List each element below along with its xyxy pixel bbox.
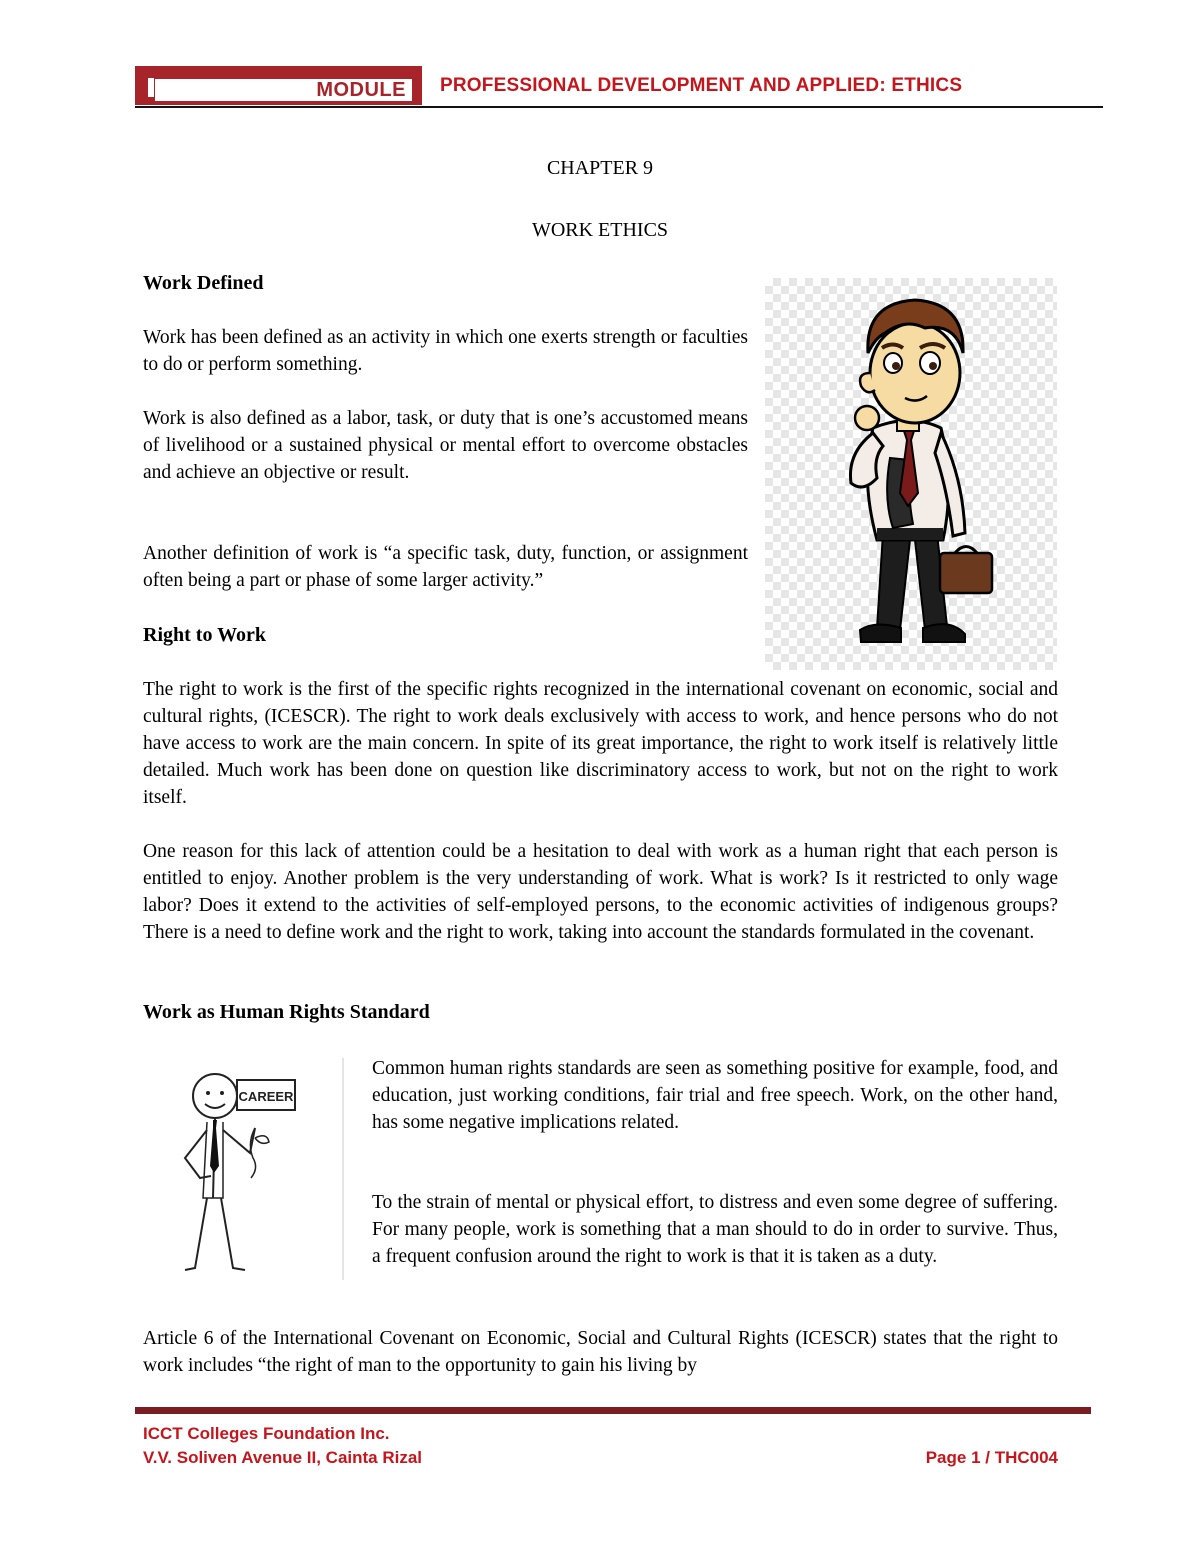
paragraph-right-to-work-1: The right to work is the first of the specific rights recognized in the international covenant on economic, social and cultural rights, (ICESCR). The right to work deals exclusively with access to work, and hence persons who do not have access to work are the main concern. In spite of its great importance, the right to work itself is relatively little detailed. Much work has been done on question like discriminatory access to work, but not on the right to work itself. — [143, 679, 1058, 808]
career-sign-text: CAREER — [238, 1089, 294, 1104]
header-title: PROFESSIONAL DEVELOPMENT AND APPLIED: ETHICS — [440, 75, 963, 96]
header-divider — [135, 106, 1103, 108]
paragraph-human-rights-1: Common human rights standards are seen as something positive for example, food, and education, just working conditions, fair trial and free speech. Work, on the other hand, has some negative implications related. — [372, 1058, 1058, 1133]
chapter-number: CHAPTER 9 — [546, 157, 654, 179]
paragraph-work-defined-2: Work is also defined as a labor, task, or duty that is one’s accustomed means of livelihood or a sustained physical or mental effort to overcome obstacles and achieve an objective or result. — [143, 408, 748, 483]
paragraph-right-to-work-2: One reason for this lack of attention could be a hesitation to deal with work as a human right that each person is entitled to enjoy. Another problem is the very understanding of work. What is work? Is it restricted to only wage labor? Does it extend to the activities of self-employed persons, to the economic activities of indigenous groups? There is a need to define work and the right to work, taking into account the standards formulated in the covenant. — [143, 841, 1058, 943]
module-badge-bar — [148, 78, 154, 97]
footer-address: V.V. Soliven Avenue II, Cainta Rizal — [143, 1448, 423, 1467]
paragraph-work-defined-1: Work has been defined as an activity in which one exerts strength or faculties to do or perform something. — [143, 327, 748, 375]
businessman-illustration — [765, 278, 1057, 670]
heading-right-to-work: Right to Work — [143, 624, 266, 646]
paragraph-human-rights-2: To the strain of mental or physical effort, to distress and even some degree of suffering. For many people, work is something that a man should to do in order to survive. Thus, a frequent confusion around the right to work is that it is taken as a duty. — [372, 1192, 1058, 1267]
footer-page-number: Page 1 / THC004 — [925, 1448, 1058, 1467]
footer-divider — [135, 1407, 1091, 1414]
career-sign-illustration — [155, 1058, 355, 1280]
module-badge — [135, 66, 422, 105]
chapter-title: WORK ETHICS — [531, 219, 669, 241]
module-label: MODULE — [316, 79, 406, 101]
image-divider — [342, 1058, 344, 1280]
module-label-box — [155, 79, 412, 101]
heading-work-defined: Work Defined — [143, 272, 264, 294]
paragraph-work-defined-3: Another definition of work is “a specific task, duty, function, or assignment often being a part or phase of some larger activity.” — [143, 543, 748, 591]
footer-organization: ICCT Colleges Foundation Inc. — [143, 1424, 390, 1443]
heading-human-rights-standard: Work as Human Rights Standard — [143, 1001, 430, 1023]
businessman-figure — [765, 278, 1057, 670]
page-header — [135, 66, 1103, 108]
paragraph-human-rights-3: Article 6 of the International Covenant on Economic, Social and Cultural Rights (ICESCR) states that the right to work includes “the right of man to the opportunity to gain his living by — [143, 1328, 1058, 1376]
stick-figure-career — [155, 1058, 355, 1280]
